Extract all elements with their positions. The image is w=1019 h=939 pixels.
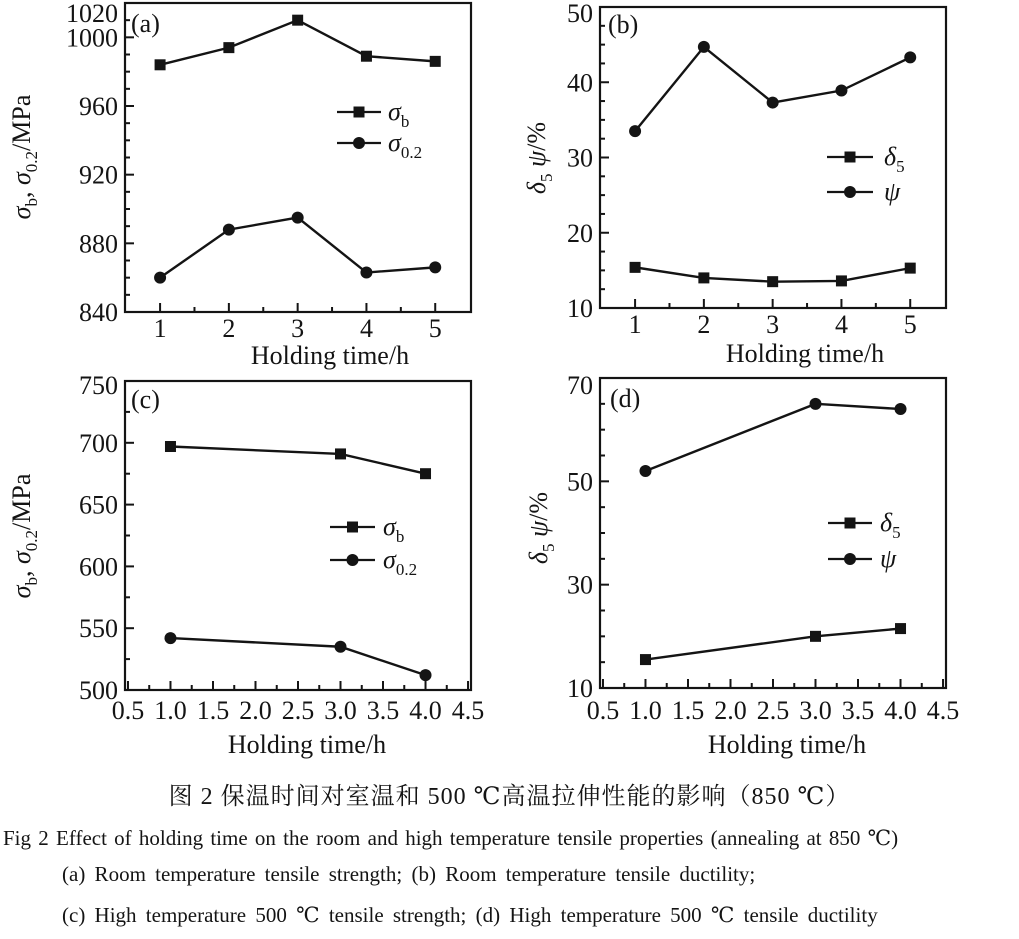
square-marker [430, 56, 441, 67]
legend [337, 97, 422, 162]
circle-marker [154, 272, 166, 284]
square-marker [845, 518, 856, 529]
square-marker [836, 275, 847, 286]
y-tick-label: 30 [567, 143, 593, 173]
x-tick-label: 4.5 [451, 696, 485, 725]
circle-marker [767, 97, 779, 109]
x-axis-title: Holding time/h [250, 341, 410, 370]
circle-marker [844, 553, 856, 565]
circle-marker [639, 465, 651, 477]
x-tick-label: 4.0 [884, 696, 917, 725]
y-tick-label: 70 [567, 371, 593, 400]
x-tick-label: 1.0 [629, 696, 662, 725]
x-tick-label: 2.5 [281, 696, 315, 725]
legend-label-psi: ψ [880, 544, 897, 573]
legend-label-sigma-0.2: $\sigma_{0.2}$ [388, 128, 423, 162]
circle-marker [292, 212, 304, 224]
square-marker [895, 623, 906, 634]
x-tick-label: 4 [359, 314, 373, 343]
y-tick-label: 1000 [66, 23, 118, 53]
axes-ticks [125, 3, 435, 312]
x-tick-label: 4 [834, 310, 848, 339]
y-tick-label: 10 [567, 674, 593, 703]
x-tick-label: 2 [222, 314, 236, 343]
y-tick-label: 50 [567, 467, 593, 497]
y-tick-label: 40 [567, 68, 593, 98]
square-marker [640, 654, 651, 665]
x-tick-label: 3.5 [366, 696, 400, 725]
x-tick-label: 1.5 [196, 696, 230, 725]
series-delta-5 [630, 262, 916, 287]
y-tick-label: 10 [567, 294, 593, 323]
legend-label-psi: ψ [884, 177, 901, 206]
x-tick-label: 4.5 [926, 696, 960, 725]
circle-marker [810, 398, 822, 410]
x-tick-label: 3.0 [324, 696, 357, 725]
legend [330, 512, 417, 579]
circle-marker [420, 669, 432, 681]
chart-b-room-temp-ductility [510, 0, 1019, 372]
legend-label-delta-5: $\delta_5$ [884, 142, 905, 176]
x-tick-label: 3 [291, 314, 305, 343]
square-marker [223, 42, 234, 53]
y-tick-label: 1020 [66, 0, 118, 28]
y-tick-label: 30 [567, 570, 593, 600]
y-axis-title: $\sigma_b$, $\sigma_{0.2}$/MPa [7, 473, 41, 599]
series-sigma-0.2 [154, 212, 441, 284]
square-marker [810, 631, 821, 642]
caption-subitems-ab: (a) Room temperature tensile strength; (b) Room temperature tensile ductility; [62, 862, 756, 886]
y-tick-label: 880 [79, 229, 118, 259]
square-marker [698, 272, 709, 283]
y-axis-title: $\delta_5$ ψ/% [524, 491, 558, 565]
square-marker [767, 276, 778, 287]
circle-marker [347, 554, 359, 566]
x-tick-label: 1.5 [671, 696, 705, 725]
y-tick-label: 500 [79, 676, 118, 705]
x-tick-label: 5 [428, 314, 442, 343]
legend [827, 142, 905, 206]
x-tick-label: 3 [766, 310, 780, 339]
caption-chinese: 图 2 保温时间对室温和 500 ℃高温拉伸性能的影响（850 ℃） [168, 784, 851, 810]
x-tick-label: 0.5 [111, 696, 145, 725]
y-tick-label: 920 [79, 160, 118, 190]
circle-marker [353, 137, 365, 149]
legend-label-sigma-b: $\sigma_b$ [383, 512, 405, 546]
x-tick-label: 5 [903, 310, 917, 339]
square-marker [165, 441, 176, 452]
series-psi [639, 398, 906, 477]
square-marker [292, 15, 303, 26]
square-marker [347, 522, 358, 533]
square-marker [845, 152, 856, 163]
y-axis-title: $\delta_5$ ψ/% [522, 121, 556, 195]
x-tick-label: 2 [697, 310, 711, 339]
square-marker [335, 448, 346, 459]
legend [828, 508, 901, 573]
legend-label-delta-5: $\delta_5$ [880, 508, 901, 542]
series-sigma-0.2 [164, 632, 431, 681]
circle-marker [360, 267, 372, 279]
circle-marker [335, 641, 347, 653]
circle-marker [835, 85, 847, 97]
circle-marker [895, 403, 907, 415]
circle-marker [698, 41, 710, 53]
legend-label-sigma-0.2: $\sigma_{0.2}$ [383, 545, 418, 579]
x-axis-title: Holding time/h [707, 730, 867, 759]
panel-label: (b) [608, 10, 639, 39]
x-tick-label: 1.0 [154, 696, 187, 725]
x-axis-title: Holding time/h [725, 339, 885, 368]
y-tick-label: 650 [79, 490, 118, 520]
x-tick-label: 2.0 [239, 696, 272, 725]
square-marker [155, 59, 166, 70]
y-axis-title: $\sigma_b$, $\sigma_{0.2}$/MPa [7, 94, 41, 220]
circle-marker [223, 224, 235, 236]
square-marker [630, 262, 641, 273]
y-tick-label: 20 [567, 218, 593, 248]
circle-marker [844, 186, 856, 198]
legend-label-sigma-b: $\sigma_b$ [388, 97, 410, 131]
x-tick-label: 1 [153, 314, 167, 343]
y-tick-label: 550 [79, 614, 118, 644]
x-tick-label: 3.5 [841, 696, 875, 725]
panel-label: (c) [131, 385, 160, 414]
circle-marker [629, 125, 641, 137]
y-tick-label: 600 [79, 552, 118, 582]
caption-subitems-cd: (c) High temperature 500 ℃ tensile strength; (d) High temperature 500 ℃ tensile ductility [62, 903, 878, 927]
x-tick-label: 1 [628, 310, 642, 339]
panel-label: (a) [131, 9, 160, 38]
x-tick-label: 3.0 [799, 696, 832, 725]
x-tick-label: 0.5 [586, 696, 620, 725]
x-tick-label: 2.0 [714, 696, 747, 725]
circle-marker [429, 261, 441, 273]
panel-label: (d) [610, 384, 641, 413]
series-sigma-b [155, 15, 441, 71]
y-tick-label: 700 [79, 428, 118, 458]
chart-d-high-temp-ductility [510, 372, 1019, 762]
square-marker [905, 263, 916, 274]
y-tick-label: 750 [79, 371, 118, 400]
x-axis-title: Holding time/h [227, 730, 387, 759]
series-psi [629, 41, 916, 137]
x-tick-label: 4.0 [409, 696, 442, 725]
x-tick-label: 2.5 [756, 696, 790, 725]
caption-english: Fig 2 Effect of holding time on the room and high temperature tensile properties (annealing at 850 ℃) [3, 826, 899, 850]
y-tick-label: 840 [79, 298, 118, 327]
square-marker [354, 107, 365, 118]
series-delta-5 [640, 623, 906, 665]
square-marker [420, 468, 431, 479]
y-tick-label: 50 [567, 0, 593, 28]
series-sigma-b [165, 441, 431, 479]
circle-marker [904, 51, 916, 63]
chart-a-room-temp-strength [0, 0, 510, 372]
chart-c-high-temp-strength [0, 372, 510, 762]
circle-marker [164, 632, 176, 644]
square-marker [361, 51, 372, 62]
y-tick-label: 960 [79, 92, 118, 121]
